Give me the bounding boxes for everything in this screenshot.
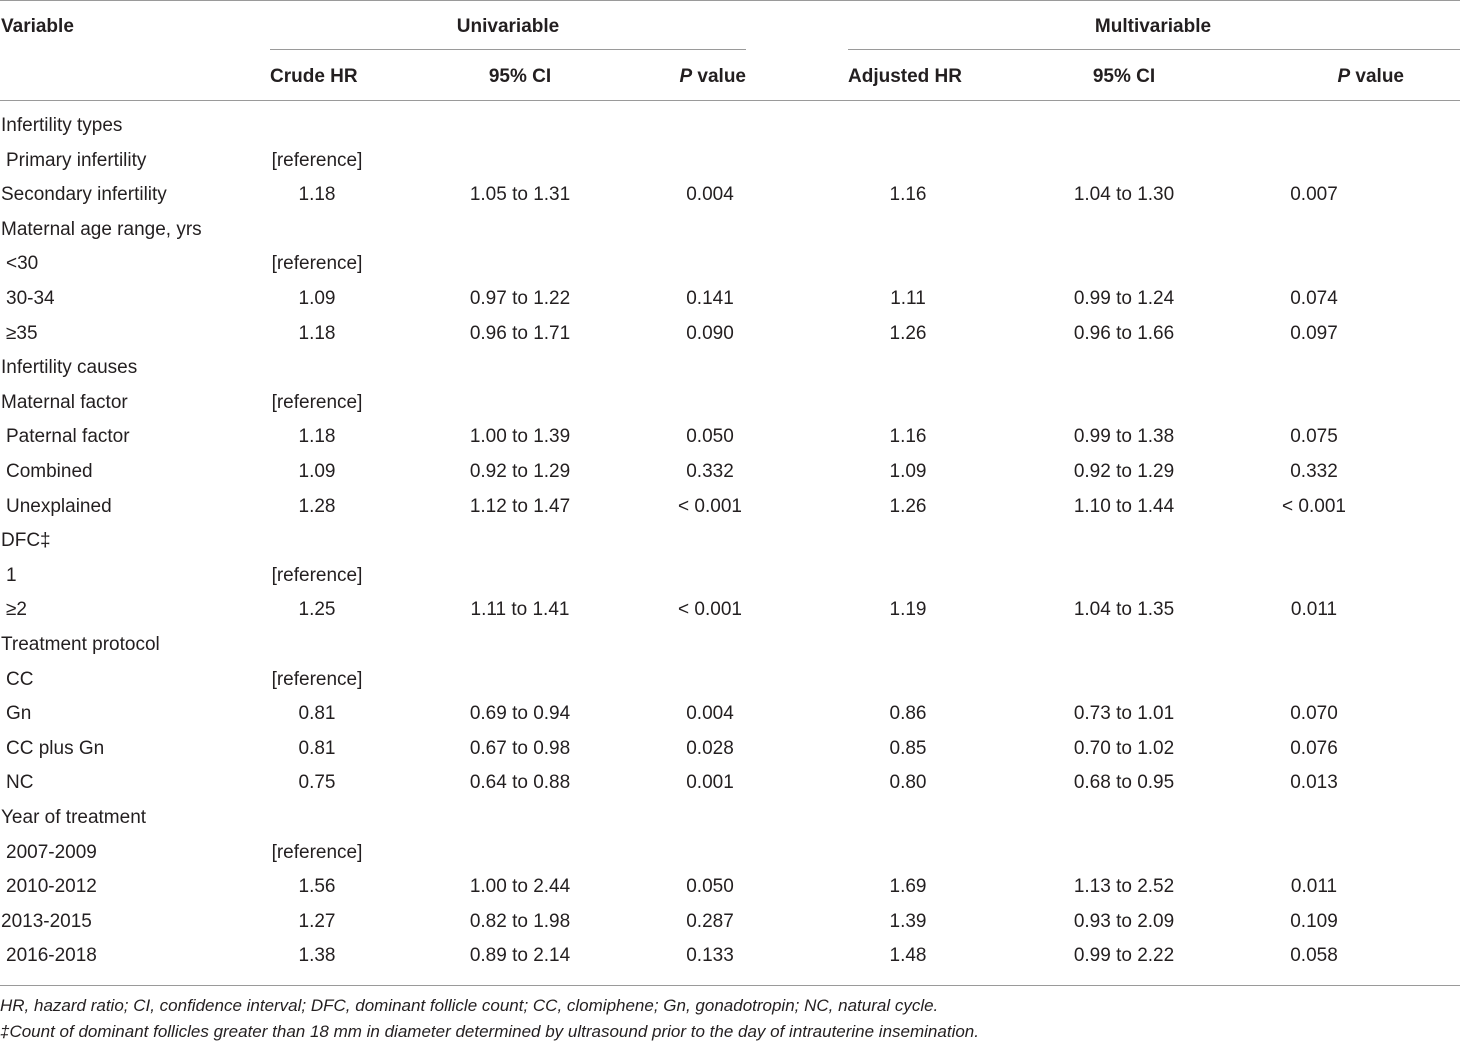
row-label: Treatment protocol bbox=[1, 634, 160, 655]
ci-multivariable-cell: 0.70 to 1.02 bbox=[1073, 738, 1175, 759]
adjusted-hr-cell: 1.11 bbox=[890, 288, 926, 309]
p-value-univariable-cell: 0.287 bbox=[686, 911, 734, 932]
crude-hr-cell: [reference] bbox=[271, 392, 363, 413]
adjusted-hr-cell: 1.26 bbox=[889, 323, 927, 344]
p-value-multivariable-cell: 0.013 bbox=[1290, 772, 1338, 793]
crude-hr-cell: 0.81 bbox=[298, 738, 336, 759]
adjusted-hr-cell: 1.16 bbox=[889, 184, 927, 205]
adjusted-hr-cell: 1.48 bbox=[889, 945, 927, 966]
ci-multivariable-cell: 0.99 to 2.22 bbox=[1073, 945, 1175, 966]
ci-univariable-cell: 0.92 to 1.29 bbox=[469, 461, 571, 482]
p-value-univariable-cell: 0.133 bbox=[686, 945, 734, 966]
p-italic: P bbox=[1337, 66, 1351, 87]
p-value-multivariable-cell: 0.070 bbox=[1290, 703, 1338, 724]
header-bottom-rule bbox=[0, 100, 1460, 101]
ci-multivariable-cell: 1.10 to 1.44 bbox=[1073, 496, 1175, 517]
row-label: Secondary infertility bbox=[1, 184, 167, 205]
row-label: Year of treatment bbox=[1, 807, 147, 828]
crude-hr-cell: 1.38 bbox=[298, 945, 336, 966]
ci-multivariable-cell: 1.13 to 2.52 bbox=[1073, 876, 1175, 897]
p-value-univariable-cell: 0.050 bbox=[686, 876, 734, 897]
row-label: NC bbox=[6, 772, 34, 793]
crude-hr-cell: 1.09 bbox=[298, 288, 336, 309]
p-value-multivariable-cell: 0.076 bbox=[1290, 738, 1338, 759]
ci-multivariable-cell: 0.68 to 0.95 bbox=[1073, 772, 1175, 793]
header-variable: Variable bbox=[1, 16, 74, 37]
p-value-multivariable-cell: 0.074 bbox=[1290, 288, 1338, 309]
adjusted-hr-cell: 1.26 bbox=[889, 496, 927, 517]
p-value-univariable-cell: 0.090 bbox=[686, 323, 734, 344]
p-italic: P bbox=[679, 66, 693, 87]
ci-multivariable-cell: 0.96 to 1.66 bbox=[1073, 323, 1175, 344]
p-value-multivariable-cell: 0.011 bbox=[1290, 876, 1338, 897]
header-multivariable: Multivariable bbox=[1094, 16, 1212, 37]
p-value-multivariable-cell: < 0.001 bbox=[1282, 496, 1346, 517]
crude-hr-cell: 1.56 bbox=[298, 876, 336, 897]
top-rule bbox=[0, 0, 1460, 1]
adjusted-hr-cell: 0.80 bbox=[889, 772, 927, 793]
header-p-value-multivariable bbox=[1284, 65, 1404, 89]
crude-hr-cell: [reference] bbox=[271, 842, 363, 863]
row-label: DFC‡ bbox=[1, 530, 51, 551]
p-value-univariable-cell: 0.141 bbox=[686, 288, 734, 309]
row-label: Maternal age range, yrs bbox=[1, 219, 202, 240]
row-label: ≥35 bbox=[6, 323, 38, 344]
header-crude-hr: Crude HR bbox=[270, 66, 358, 87]
ci-univariable-cell: 0.64 to 0.88 bbox=[469, 772, 571, 793]
ci-univariable-cell: 0.82 to 1.98 bbox=[469, 911, 571, 932]
row-label: CC plus Gn bbox=[6, 738, 105, 759]
p-value-univariable-cell: < 0.001 bbox=[678, 496, 742, 517]
row-label: Infertility types bbox=[1, 115, 123, 136]
p-value-word: value bbox=[692, 66, 746, 87]
header-p-value-univariable bbox=[646, 65, 746, 89]
row-label: Paternal factor bbox=[6, 426, 130, 447]
ci-univariable-cell: 1.11 to 1.41 bbox=[470, 599, 570, 620]
row-label: <30 bbox=[6, 253, 39, 274]
row-label: 2016-2018 bbox=[6, 945, 97, 966]
ci-univariable-cell: 1.05 to 1.31 bbox=[469, 184, 571, 205]
crude-hr-cell: 1.09 bbox=[298, 461, 336, 482]
ci-univariable-cell: 1.12 to 1.47 bbox=[469, 496, 571, 517]
crude-hr-cell: 1.27 bbox=[298, 911, 336, 932]
p-value-multivariable-cell: 0.332 bbox=[1290, 461, 1338, 482]
table-bottom-rule bbox=[0, 985, 1460, 986]
p-value-multivariable-cell: 0.097 bbox=[1290, 323, 1338, 344]
ci-univariable-cell: 0.96 to 1.71 bbox=[469, 323, 571, 344]
ci-multivariable-cell: 1.04 to 1.30 bbox=[1073, 184, 1175, 205]
multivariable-rule bbox=[848, 49, 1460, 50]
p-value-univariable-cell: 0.001 bbox=[686, 772, 734, 793]
row-label: Primary infertility bbox=[6, 150, 147, 171]
row-label: Infertility causes bbox=[1, 357, 138, 378]
header-ci-multivariable: 95% CI bbox=[1092, 66, 1156, 87]
adjusted-hr-cell: 1.16 bbox=[889, 426, 927, 447]
p-value-univariable-cell: 0.028 bbox=[686, 738, 734, 759]
p-value-univariable-cell: 0.004 bbox=[686, 184, 734, 205]
crude-hr-cell: 1.28 bbox=[298, 496, 336, 517]
header-adjusted-hr: Adjusted HR bbox=[848, 66, 962, 87]
ci-multivariable-cell: 0.99 to 1.24 bbox=[1073, 288, 1175, 309]
p-value-multivariable-cell: 0.058 bbox=[1290, 945, 1338, 966]
p-value-univariable-cell: 0.332 bbox=[686, 461, 734, 482]
p-value-multivariable-cell: 0.109 bbox=[1290, 911, 1338, 932]
ci-univariable-cell: 1.00 to 2.44 bbox=[469, 876, 571, 897]
row-label: 30-34 bbox=[6, 288, 55, 309]
row-label: Combined bbox=[6, 461, 93, 482]
adjusted-hr-cell: 1.39 bbox=[889, 911, 927, 932]
ci-univariable-cell: 0.89 to 2.14 bbox=[469, 945, 571, 966]
crude-hr-cell: 1.18 bbox=[298, 184, 336, 205]
crude-hr-cell: 0.81 bbox=[298, 703, 336, 724]
row-label: 2010-2012 bbox=[6, 876, 97, 897]
p-value-univariable-cell: < 0.001 bbox=[678, 599, 742, 620]
p-value-univariable-cell: 0.050 bbox=[686, 426, 734, 447]
crude-hr-cell: 1.18 bbox=[298, 426, 336, 447]
ci-multivariable-cell: 0.73 to 1.01 bbox=[1073, 703, 1175, 724]
crude-hr-cell: 0.75 bbox=[298, 772, 336, 793]
adjusted-hr-cell: 0.85 bbox=[889, 738, 927, 759]
row-label: 2013-2015 bbox=[1, 911, 92, 932]
row-label: 1 bbox=[6, 565, 17, 586]
p-value-multivariable-cell: 0.007 bbox=[1290, 184, 1338, 205]
p-value-word: value bbox=[1350, 66, 1404, 87]
adjusted-hr-cell: 1.09 bbox=[889, 461, 927, 482]
ci-univariable-cell: 0.69 to 0.94 bbox=[469, 703, 571, 724]
row-label: Maternal factor bbox=[1, 392, 128, 413]
crude-hr-cell: 1.25 bbox=[298, 599, 336, 620]
row-label: CC bbox=[6, 669, 34, 690]
crude-hr-cell: [reference] bbox=[271, 150, 363, 171]
row-label: ≥2 bbox=[6, 599, 27, 620]
adjusted-hr-cell: 0.86 bbox=[889, 703, 927, 724]
ci-multivariable-cell: 0.92 to 1.29 bbox=[1073, 461, 1175, 482]
crude-hr-cell: [reference] bbox=[271, 253, 363, 274]
p-value-multivariable-cell: 0.011 bbox=[1290, 599, 1338, 620]
adjusted-hr-cell: 1.69 bbox=[889, 876, 927, 897]
ci-multivariable-cell: 0.99 to 1.38 bbox=[1073, 426, 1175, 447]
header-ci-univariable: 95% CI bbox=[488, 66, 552, 87]
header-univariable: Univariable bbox=[456, 16, 560, 37]
p-value-univariable-cell: 0.004 bbox=[686, 703, 734, 724]
crude-hr-cell: [reference] bbox=[271, 565, 363, 586]
ci-multivariable-cell: 1.04 to 1.35 bbox=[1073, 599, 1175, 620]
ci-univariable-cell: 0.97 to 1.22 bbox=[469, 288, 571, 309]
ci-univariable-cell: 1.00 to 1.39 bbox=[469, 426, 571, 447]
footnote-dagger: ‡Count of dominant follicles greater than 18 mm in diameter determined by ultrasound prior to the day of intrauterine insemination. bbox=[0, 1022, 979, 1041]
crude-hr-cell: [reference] bbox=[271, 669, 363, 690]
ci-univariable-cell: 0.67 to 0.98 bbox=[469, 738, 571, 759]
p-value-multivariable-cell: 0.075 bbox=[1290, 426, 1338, 447]
row-label: Unexplained bbox=[6, 496, 112, 517]
row-label: 2007-2009 bbox=[6, 842, 97, 863]
crude-hr-cell: 1.18 bbox=[298, 323, 336, 344]
ci-multivariable-cell: 0.93 to 2.09 bbox=[1073, 911, 1175, 932]
footnote-abbreviations: HR, hazard ratio; CI, confidence interval; DFC, dominant follicle count; CC, clomiphene; Gn, gonadotropin; NC, natural cycle. bbox=[0, 996, 939, 1015]
univariable-rule bbox=[270, 49, 746, 50]
adjusted-hr-cell: 1.19 bbox=[889, 599, 927, 620]
row-label: Gn bbox=[6, 703, 32, 724]
